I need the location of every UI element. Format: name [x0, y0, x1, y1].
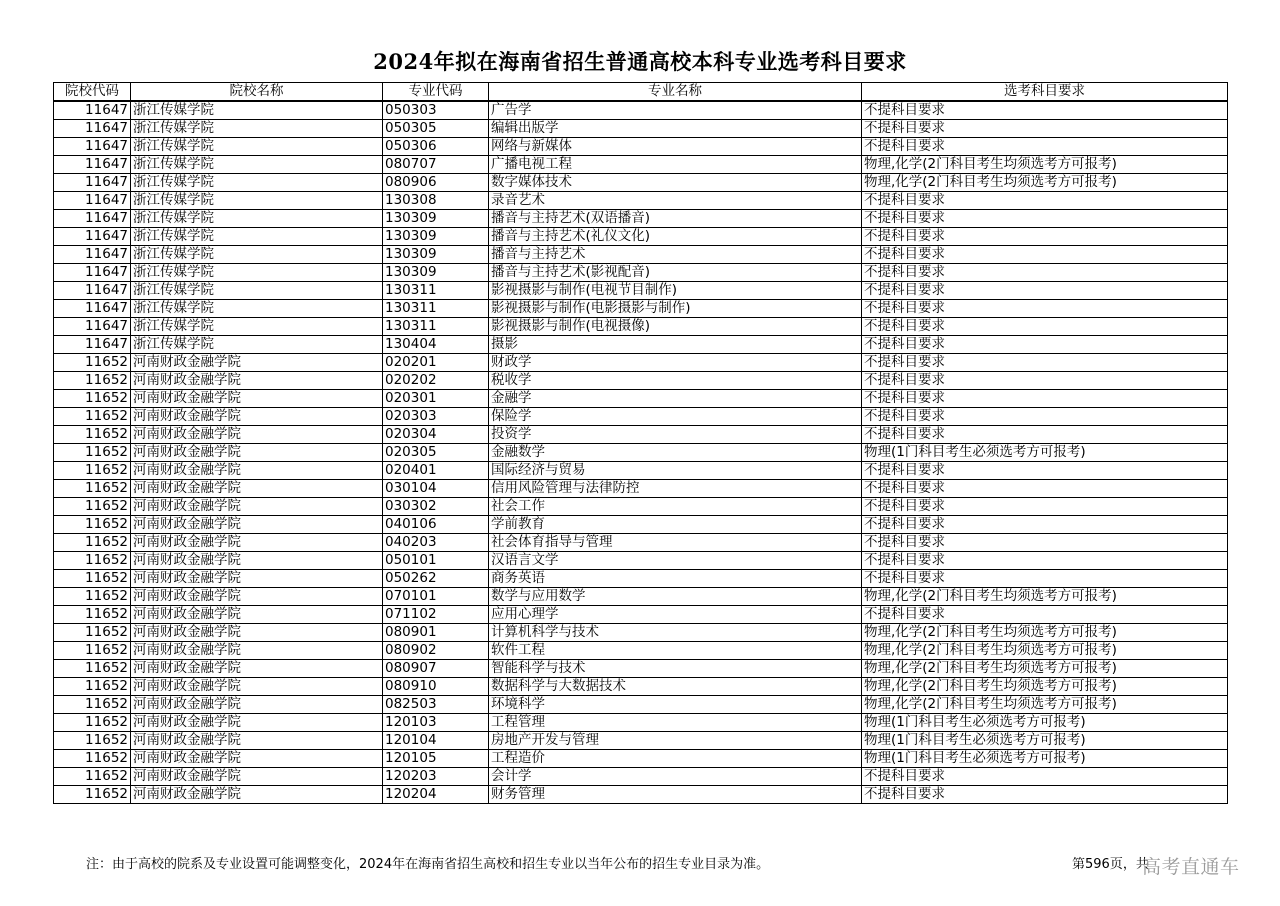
subject-requirement-cell: 不提科目要求 [862, 516, 1228, 534]
major-code-cell: 130309 [383, 210, 489, 228]
school-name-cell: 河南财政金融学院 [131, 426, 383, 444]
major-code-cell: 020301 [383, 390, 489, 408]
major-code-cell: 120104 [383, 732, 489, 750]
header-subject-requirement: 选考科目要求 [862, 83, 1228, 102]
major-name-cell: 广告学 [489, 101, 862, 120]
school-name-cell: 浙江传媒学院 [131, 300, 383, 318]
table-row [54, 246, 1228, 264]
major-name-cell: 环境科学 [489, 696, 862, 714]
school-code-cell: 11652 [54, 498, 131, 516]
subject-requirement-cell: 物理(1门科目考生必须选考方可报考) [862, 732, 1228, 750]
major-name-cell: 广播电视工程 [489, 156, 862, 174]
school-code-cell: 11652 [54, 408, 131, 426]
major-code-cell: 071102 [383, 606, 489, 624]
subject-requirement-cell: 不提科目要求 [862, 570, 1228, 588]
school-name-cell: 河南财政金融学院 [131, 678, 383, 696]
subject-requirement-cell: 物理(1门科目考生必须选考方可报考) [862, 714, 1228, 732]
major-name-cell: 应用心理学 [489, 606, 862, 624]
table-row [54, 101, 1228, 120]
major-code-cell: 130308 [383, 192, 489, 210]
major-name-cell: 财务管理 [489, 786, 862, 804]
table-row [54, 210, 1228, 228]
major-code-cell: 130311 [383, 300, 489, 318]
table-header-row [54, 83, 1228, 102]
page-number: 第596页，共 [1072, 857, 1149, 872]
page-title: 2024年拟在海南省招生普通高校本科专业选考科目要求 [373, 49, 907, 74]
school-code-cell: 11652 [54, 768, 131, 786]
major-name-cell: 播音与主持艺术(礼仪文化) [489, 228, 862, 246]
major-code-cell: 080906 [383, 174, 489, 192]
table-row [54, 732, 1228, 750]
major-code-cell: 050305 [383, 120, 489, 138]
major-code-cell: 130309 [383, 228, 489, 246]
subject-requirement-cell: 物理,化学(2门科目考生均须选考方可报考) [862, 660, 1228, 678]
school-name-cell: 浙江传媒学院 [131, 318, 383, 336]
major-code-cell: 020401 [383, 462, 489, 480]
subject-requirement-cell: 不提科目要求 [862, 408, 1228, 426]
school-name-cell: 浙江传媒学院 [131, 192, 383, 210]
school-code-cell: 11652 [54, 552, 131, 570]
table-row [54, 534, 1228, 552]
school-name-cell: 河南财政金融学院 [131, 786, 383, 804]
table-row [54, 480, 1228, 498]
subject-requirement-cell: 不提科目要求 [862, 264, 1228, 282]
school-name-cell: 浙江传媒学院 [131, 156, 383, 174]
school-code-cell: 11652 [54, 732, 131, 750]
major-code-cell: 020303 [383, 408, 489, 426]
school-code-cell: 11652 [54, 426, 131, 444]
subject-requirement-cell: 不提科目要求 [862, 354, 1228, 372]
table-row [54, 390, 1228, 408]
school-name-cell: 浙江传媒学院 [131, 210, 383, 228]
major-name-cell: 播音与主持艺术(双语播音) [489, 210, 862, 228]
major-name-cell: 网络与新媒体 [489, 138, 862, 156]
major-code-cell: 050262 [383, 570, 489, 588]
subject-requirement-cell: 不提科目要求 [862, 300, 1228, 318]
school-code-cell: 11652 [54, 516, 131, 534]
major-name-cell: 金融数学 [489, 444, 862, 462]
major-name-cell: 工程造价 [489, 750, 862, 768]
table-row [54, 156, 1228, 174]
school-name-cell: 河南财政金融学院 [131, 480, 383, 498]
major-name-cell: 影视摄影与制作(电视摄像) [489, 318, 862, 336]
table-row [54, 228, 1228, 246]
school-code-cell: 11652 [54, 678, 131, 696]
school-name-cell: 浙江传媒学院 [131, 228, 383, 246]
subject-requirement-cell: 物理,化学(2门科目考生均须选考方可报考) [862, 696, 1228, 714]
school-code-cell: 11647 [54, 192, 131, 210]
school-code-cell: 11652 [54, 534, 131, 552]
school-name-cell: 河南财政金融学院 [131, 624, 383, 642]
school-name-cell: 河南财政金融学院 [131, 750, 383, 768]
table-row [54, 570, 1228, 588]
school-name-cell: 浙江传媒学院 [131, 120, 383, 138]
major-name-cell: 软件工程 [489, 642, 862, 660]
school-name-cell: 浙江传媒学院 [131, 336, 383, 354]
major-name-cell: 金融学 [489, 390, 862, 408]
school-code-cell: 11652 [54, 606, 131, 624]
school-name-cell: 河南财政金融学院 [131, 570, 383, 588]
table-row [54, 300, 1228, 318]
school-name-cell: 浙江传媒学院 [131, 138, 383, 156]
major-code-cell: 120203 [383, 768, 489, 786]
subject-requirement-cell: 物理(1门科目考生必须选考方可报考) [862, 750, 1228, 768]
major-code-cell: 020305 [383, 444, 489, 462]
subject-requirement-cell: 不提科目要求 [862, 534, 1228, 552]
table-row [54, 516, 1228, 534]
table-row [54, 444, 1228, 462]
major-name-cell: 录音艺术 [489, 192, 862, 210]
school-code-cell: 11647 [54, 318, 131, 336]
subject-requirement-cell: 不提科目要求 [862, 246, 1228, 264]
school-code-cell: 11652 [54, 570, 131, 588]
header-school-name: 院校名称 [131, 83, 383, 102]
table-row [54, 768, 1228, 786]
major-name-cell: 播音与主持艺术 [489, 246, 862, 264]
subject-requirement-cell: 不提科目要求 [862, 336, 1228, 354]
major-name-cell: 数字媒体技术 [489, 174, 862, 192]
school-code-cell: 11652 [54, 588, 131, 606]
major-name-cell: 房地产开发与管理 [489, 732, 862, 750]
major-code-cell: 120105 [383, 750, 489, 768]
school-code-cell: 11647 [54, 174, 131, 192]
table-row [54, 318, 1228, 336]
subject-requirement-cell: 不提科目要求 [862, 390, 1228, 408]
major-name-cell: 影视摄影与制作(电影摄影与制作) [489, 300, 862, 318]
subject-requirement-cell: 物理,化学(2门科目考生均须选考方可报考) [862, 624, 1228, 642]
major-name-cell: 社会体育指导与管理 [489, 534, 862, 552]
major-code-cell: 130309 [383, 246, 489, 264]
major-name-cell: 汉语言文学 [489, 552, 862, 570]
subject-requirement-cell: 不提科目要求 [862, 552, 1228, 570]
school-code-cell: 11647 [54, 282, 131, 300]
major-name-cell: 摄影 [489, 336, 862, 354]
school-code-cell: 11652 [54, 462, 131, 480]
school-code-cell: 11647 [54, 156, 131, 174]
major-name-cell: 财政学 [489, 354, 862, 372]
school-code-cell: 11647 [54, 336, 131, 354]
major-name-cell: 国际经济与贸易 [489, 462, 862, 480]
major-name-cell: 商务英语 [489, 570, 862, 588]
table-row [54, 660, 1228, 678]
table-row [54, 462, 1228, 480]
table-row [54, 408, 1228, 426]
table-row [54, 786, 1228, 804]
major-code-cell: 080902 [383, 642, 489, 660]
major-name-cell: 数据科学与大数据技术 [489, 678, 862, 696]
subject-requirement-cell: 不提科目要求 [862, 210, 1228, 228]
school-code-cell: 11647 [54, 120, 131, 138]
major-code-cell: 050306 [383, 138, 489, 156]
school-name-cell: 河南财政金融学院 [131, 732, 383, 750]
school-name-cell: 浙江传媒学院 [131, 282, 383, 300]
major-code-cell: 050101 [383, 552, 489, 570]
subject-requirement-cell: 不提科目要求 [862, 768, 1228, 786]
school-name-cell: 河南财政金融学院 [131, 588, 383, 606]
school-name-cell: 河南财政金融学院 [131, 696, 383, 714]
school-code-cell: 11647 [54, 138, 131, 156]
subject-requirement-cell: 物理,化学(2门科目考生均须选考方可报考) [862, 642, 1228, 660]
school-name-cell: 河南财政金融学院 [131, 498, 383, 516]
major-code-cell: 120103 [383, 714, 489, 732]
school-code-cell: 11652 [54, 750, 131, 768]
school-code-cell: 11647 [54, 264, 131, 282]
subject-requirement-cell: 不提科目要求 [862, 462, 1228, 480]
major-name-cell: 社会工作 [489, 498, 862, 516]
school-name-cell: 河南财政金融学院 [131, 462, 383, 480]
school-code-cell: 11652 [54, 786, 131, 804]
major-code-cell: 030302 [383, 498, 489, 516]
school-name-cell: 河南财政金融学院 [131, 768, 383, 786]
major-code-cell: 080901 [383, 624, 489, 642]
major-code-cell: 082503 [383, 696, 489, 714]
table-row [54, 354, 1228, 372]
header-major-name: 专业名称 [489, 83, 862, 102]
subject-requirement-cell: 不提科目要求 [862, 192, 1228, 210]
school-name-cell: 浙江传媒学院 [131, 246, 383, 264]
header-major-code: 专业代码 [383, 83, 489, 102]
school-name-cell: 河南财政金融学院 [131, 534, 383, 552]
subject-requirement-cell: 不提科目要求 [862, 138, 1228, 156]
major-name-cell: 工程管理 [489, 714, 862, 732]
school-name-cell: 河南财政金融学院 [131, 372, 383, 390]
subject-requirement-cell: 不提科目要求 [862, 606, 1228, 624]
school-name-cell: 河南财政金融学院 [131, 660, 383, 678]
table-row [54, 426, 1228, 444]
major-name-cell: 影视摄影与制作(电视节目制作) [489, 282, 862, 300]
school-code-cell: 11652 [54, 714, 131, 732]
school-code-cell: 11652 [54, 444, 131, 462]
subject-requirement-cell: 不提科目要求 [862, 372, 1228, 390]
major-name-cell: 信用风险管理与法律防控 [489, 480, 862, 498]
subject-requirement-cell: 不提科目要求 [862, 498, 1228, 516]
watermark: 高考直通车 [1142, 856, 1240, 878]
table-row [54, 750, 1228, 768]
header-school-code: 院校代码 [54, 83, 131, 102]
subject-requirement-cell: 不提科目要求 [862, 101, 1228, 120]
school-code-cell: 11647 [54, 300, 131, 318]
table-row [54, 624, 1228, 642]
school-name-cell: 河南财政金融学院 [131, 354, 383, 372]
table-row [54, 552, 1228, 570]
major-name-cell: 编辑出版学 [489, 120, 862, 138]
subject-requirement-cell: 物理,化学(2门科目考生均须选考方可报考) [862, 588, 1228, 606]
table-row [54, 120, 1228, 138]
major-code-cell: 120204 [383, 786, 489, 804]
school-name-cell: 河南财政金融学院 [131, 444, 383, 462]
school-name-cell: 河南财政金融学院 [131, 516, 383, 534]
school-code-cell: 11652 [54, 354, 131, 372]
subject-requirement-cell: 物理,化学(2门科目考生均须选考方可报考) [862, 156, 1228, 174]
subject-requirement-cell: 物理(1门科目考生必须选考方可报考) [862, 444, 1228, 462]
table-row [54, 696, 1228, 714]
subject-requirement-cell: 不提科目要求 [862, 120, 1228, 138]
subject-requirement-cell: 不提科目要求 [862, 786, 1228, 804]
school-code-cell: 11652 [54, 642, 131, 660]
major-name-cell: 计算机科学与技术 [489, 624, 862, 642]
subject-requirement-cell: 不提科目要求 [862, 426, 1228, 444]
table-row [54, 282, 1228, 300]
subject-requirement-cell: 不提科目要求 [862, 480, 1228, 498]
school-name-cell: 河南财政金融学院 [131, 552, 383, 570]
school-name-cell: 浙江传媒学院 [131, 101, 383, 120]
table-row [54, 498, 1228, 516]
table-row [54, 138, 1228, 156]
subject-requirement-cell: 物理,化学(2门科目考生均须选考方可报考) [862, 678, 1228, 696]
major-code-cell: 040106 [383, 516, 489, 534]
major-code-cell: 130404 [383, 336, 489, 354]
school-code-cell: 11652 [54, 390, 131, 408]
school-code-cell: 11652 [54, 624, 131, 642]
school-name-cell: 浙江传媒学院 [131, 174, 383, 192]
major-name-cell: 保险学 [489, 408, 862, 426]
major-code-cell: 080907 [383, 660, 489, 678]
major-code-cell: 050303 [383, 101, 489, 120]
major-name-cell: 会计学 [489, 768, 862, 786]
major-code-cell: 070101 [383, 588, 489, 606]
major-code-cell: 130309 [383, 264, 489, 282]
major-name-cell: 税收学 [489, 372, 862, 390]
school-name-cell: 河南财政金融学院 [131, 714, 383, 732]
school-name-cell: 河南财政金融学院 [131, 642, 383, 660]
footnote: 注：由于高校的院系及专业设置可能调整变化，2024年在海南省招生高校和招生专业以当年公布的招生专业目录为准。 [86, 857, 770, 872]
subject-requirement-cell: 不提科目要求 [862, 228, 1228, 246]
table-row [54, 642, 1228, 660]
table-row [54, 588, 1228, 606]
major-code-cell: 030104 [383, 480, 489, 498]
major-code-cell: 020304 [383, 426, 489, 444]
major-name-cell: 数学与应用数学 [489, 588, 862, 606]
major-code-cell: 130311 [383, 318, 489, 336]
table-row [54, 336, 1228, 354]
table-row [54, 264, 1228, 282]
major-name-cell: 学前教育 [489, 516, 862, 534]
subject-requirement-cell: 不提科目要求 [862, 318, 1228, 336]
school-name-cell: 河南财政金融学院 [131, 390, 383, 408]
school-name-cell: 河南财政金融学院 [131, 408, 383, 426]
major-code-cell: 130311 [383, 282, 489, 300]
school-code-cell: 11652 [54, 696, 131, 714]
subject-requirement-cell: 物理,化学(2门科目考生均须选考方可报考) [862, 174, 1228, 192]
table-row [54, 678, 1228, 696]
major-name-cell: 播音与主持艺术(影视配音) [489, 264, 862, 282]
school-code-cell: 11647 [54, 210, 131, 228]
school-name-cell: 河南财政金融学院 [131, 606, 383, 624]
school-code-cell: 11647 [54, 246, 131, 264]
table-row [54, 174, 1228, 192]
subject-requirement-cell: 不提科目要求 [862, 282, 1228, 300]
major-code-cell: 080707 [383, 156, 489, 174]
major-code-cell: 080910 [383, 678, 489, 696]
school-name-cell: 浙江传媒学院 [131, 264, 383, 282]
school-code-cell: 11647 [54, 101, 131, 120]
school-code-cell: 11652 [54, 480, 131, 498]
major-name-cell: 智能科学与技术 [489, 660, 862, 678]
table-body [54, 101, 1228, 804]
major-code-cell: 020201 [383, 354, 489, 372]
school-code-cell: 11652 [54, 372, 131, 390]
school-code-cell: 11652 [54, 660, 131, 678]
table-row [54, 606, 1228, 624]
table-row [54, 192, 1228, 210]
requirements-table [53, 82, 1228, 804]
table-row [54, 714, 1228, 732]
table-row [54, 372, 1228, 390]
major-name-cell: 投资学 [489, 426, 862, 444]
major-code-cell: 020202 [383, 372, 489, 390]
major-code-cell: 040203 [383, 534, 489, 552]
school-code-cell: 11647 [54, 228, 131, 246]
